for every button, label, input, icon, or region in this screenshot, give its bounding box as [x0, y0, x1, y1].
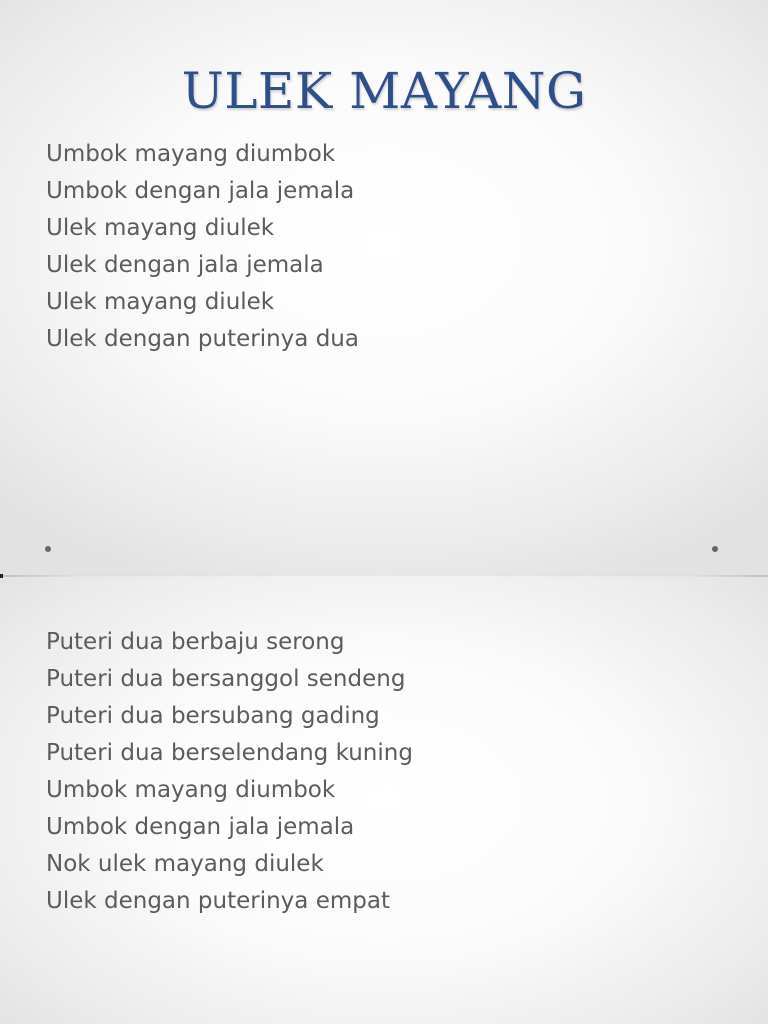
bullet-right-icon — [712, 546, 718, 552]
lyric-line: Umbok mayang diumbok — [46, 777, 336, 803]
lyric-line: Umbok mayang diumbok — [46, 141, 336, 167]
lyric-line: Puteri dua bersanggol sendeng — [46, 666, 406, 692]
page-title: ULEK MAYANG — [181, 62, 587, 120]
stanza-1 — [46, 136, 359, 358]
lyric-line: Ulek mayang diulek — [46, 215, 275, 241]
lyric-line: Puteri dua bersubang gading — [46, 703, 380, 729]
lyric-line: Umbok dengan jala jemala — [46, 178, 355, 204]
lyric-line: Puteri dua berbaju serong — [46, 629, 345, 655]
lyric-line: Puteri dua berselendang kuning — [46, 740, 413, 766]
lyric-line: Ulek dengan puterinya empat — [46, 888, 390, 914]
stanza-2 — [46, 624, 413, 920]
lyric-line: Ulek dengan jala jemala — [46, 252, 324, 278]
bullet-left-icon — [45, 546, 51, 552]
slide-divider — [0, 575, 768, 577]
lyric-line: Nok ulek mayang diulek — [46, 851, 324, 877]
lyric-line: Umbok dengan jala jemala — [46, 814, 355, 840]
slide-2 — [0, 576, 768, 1024]
lyric-line: Ulek mayang diulek — [46, 289, 275, 315]
edge-marker — [0, 574, 3, 578]
lyric-line: Ulek dengan puterinya dua — [46, 326, 359, 352]
